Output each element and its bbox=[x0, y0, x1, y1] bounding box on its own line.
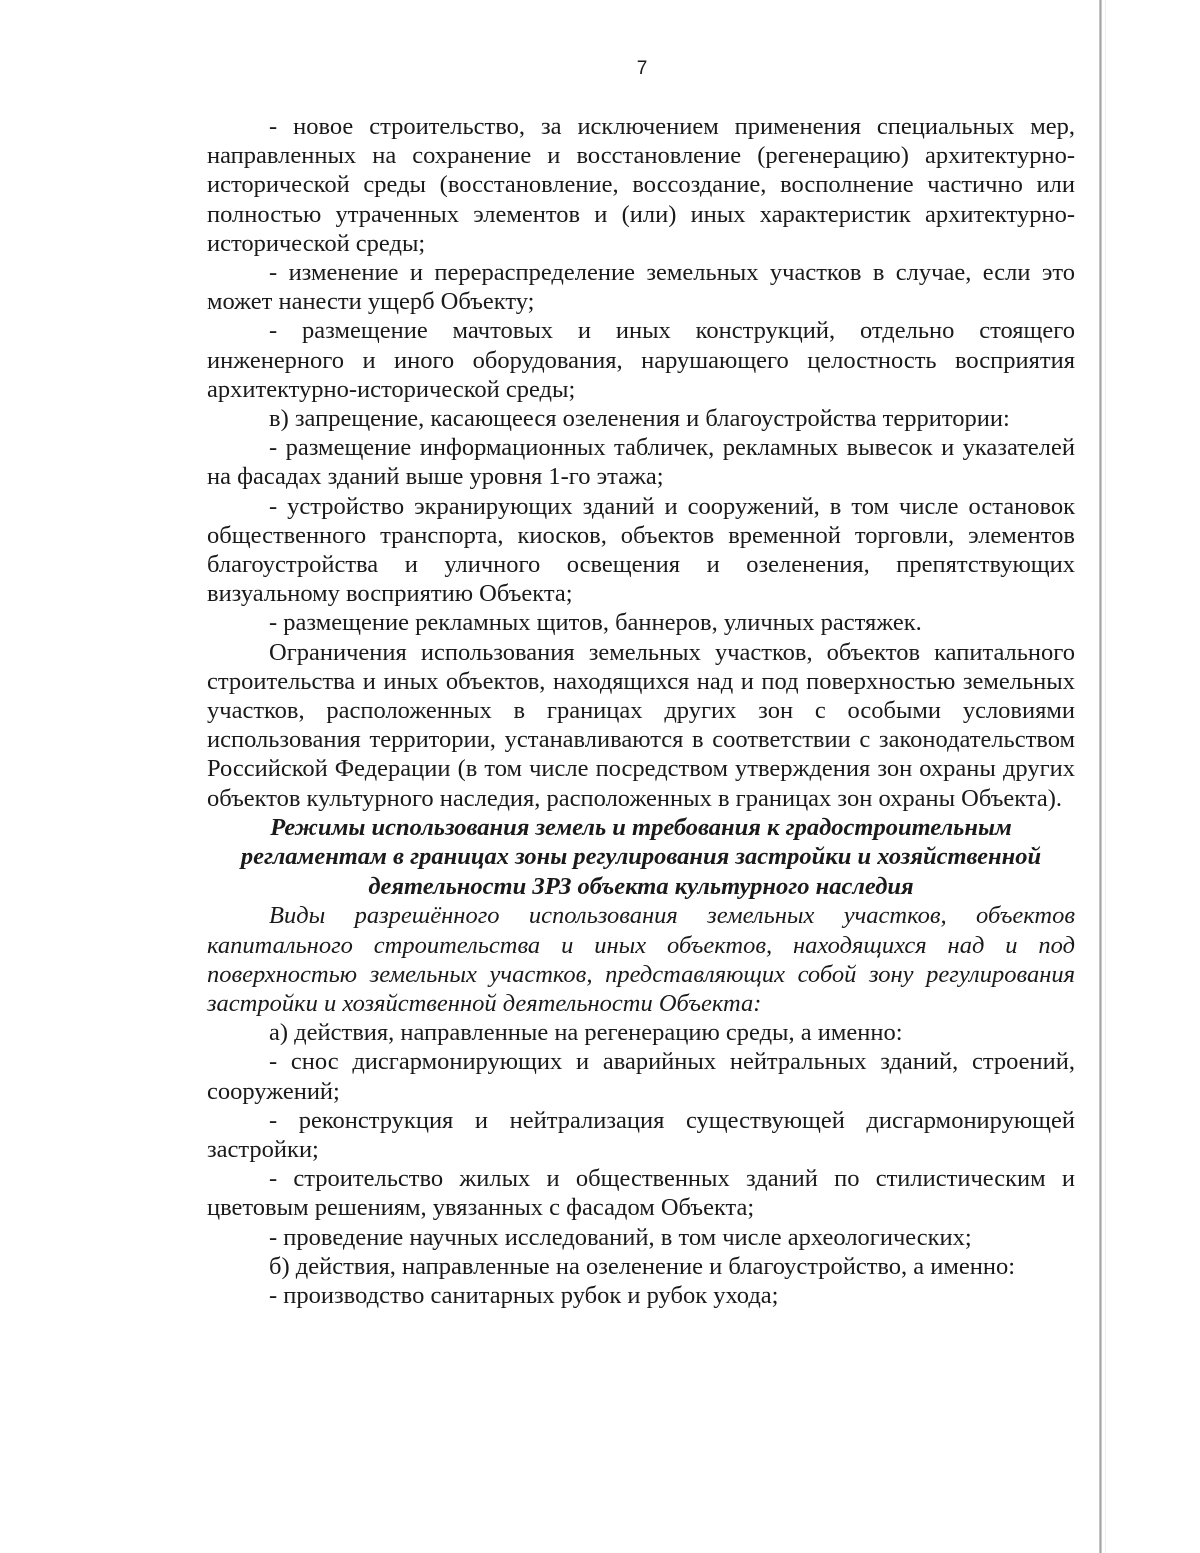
paragraph: - размещение мачтовых и иных конструкций, отдельно стоящего инженерного и иного оборудования, нарушающего целостность восприятия архитектурно-исторической среды; bbox=[207, 317, 1075, 403]
scan-edge-shadow bbox=[1105, 0, 1106, 1553]
intro-paragraph: Виды разрешённого использования земельных участков, объектов капитального строительства и иных объектов, находящихся над и под поверхностью земельных участков, представляющих собой зону регулирования застройки и хозяйственной деятельности Объекта: bbox=[207, 902, 1075, 1017]
paragraph: - новое строительство, за исключением применения специальных мер, направленных на сохранение и восстановление (регенерацию) архитектурно-исторической среды (восстановление, воссоздание, восполнение частично или полностью утраченных элементов и (или) иных характеристик архитектурно-исторической среды; bbox=[207, 113, 1075, 257]
paragraph: - снос дисгармонирующих и аварийных нейтральных зданий, строений, сооружений; bbox=[207, 1048, 1075, 1105]
paragraph: - размещение рекламных щитов, баннеров, уличных растяжек. bbox=[269, 609, 922, 637]
section-heading: Режимы использования земель и требования к градостроительным регламентам в границах зоны регулирования застройки и хозяйственной деятельности ЗРЗ объекта культурного наследия bbox=[240, 813, 1042, 900]
paragraph: - проведение научных исследований, в том числе археологических; bbox=[269, 1223, 972, 1251]
paragraph: - реконструкция и нейтрализация существующей дисгармонирующей застройки; bbox=[207, 1106, 1075, 1163]
paragraph: в) запрещение, касающееся озеленения и благоустройства территории: bbox=[269, 405, 1010, 433]
paragraph: - размещение информационных табличек, рекламных вывесок и указателей на фасадах зданий выше уровня 1-го этажа; bbox=[207, 434, 1075, 491]
paragraph: - строительство жилых и общественных зданий по стилистическим и цветовым решениям, увязанных с фасадом Объекта; bbox=[207, 1165, 1075, 1222]
paragraph: - производство санитарных рубок и рубок ухода; bbox=[269, 1282, 779, 1310]
paragraph: б) действия, направленные на озеленение и благоустройство, а именно: bbox=[269, 1252, 1016, 1280]
paragraph: - устройство экранирующих зданий и сооружений, в том числе остановок общественного транспорта, киосков, объектов временной торговли, элементов благоустройства и уличного освещения и озеленения, препятствующих визуальному восприятию Объекта; bbox=[207, 492, 1075, 608]
paragraph: Ограничения использования земельных участков, объектов капитального строительства и иных объектов, находящихся над и под поверхностью земельных участков, расположенных в границах других зон с особыми условиями использования территории, устанавливаются в соответствии с законодательством Российской Федерации (в том числе посредством утверждения зон охраны других объектов культурного наследия, расположенных в границах зон охраны Объекта). bbox=[207, 638, 1075, 812]
scan-edge-line bbox=[1099, 0, 1102, 1553]
paragraph: а) действия, направленные на регенерацию среды, а именно: bbox=[269, 1019, 903, 1047]
paragraph: - изменение и перераспределение земельных участков в случае, если это может нанести ущерб Объекту; bbox=[207, 259, 1075, 316]
page-number: 7 bbox=[636, 58, 648, 79]
document-body bbox=[207, 112, 1075, 1310]
